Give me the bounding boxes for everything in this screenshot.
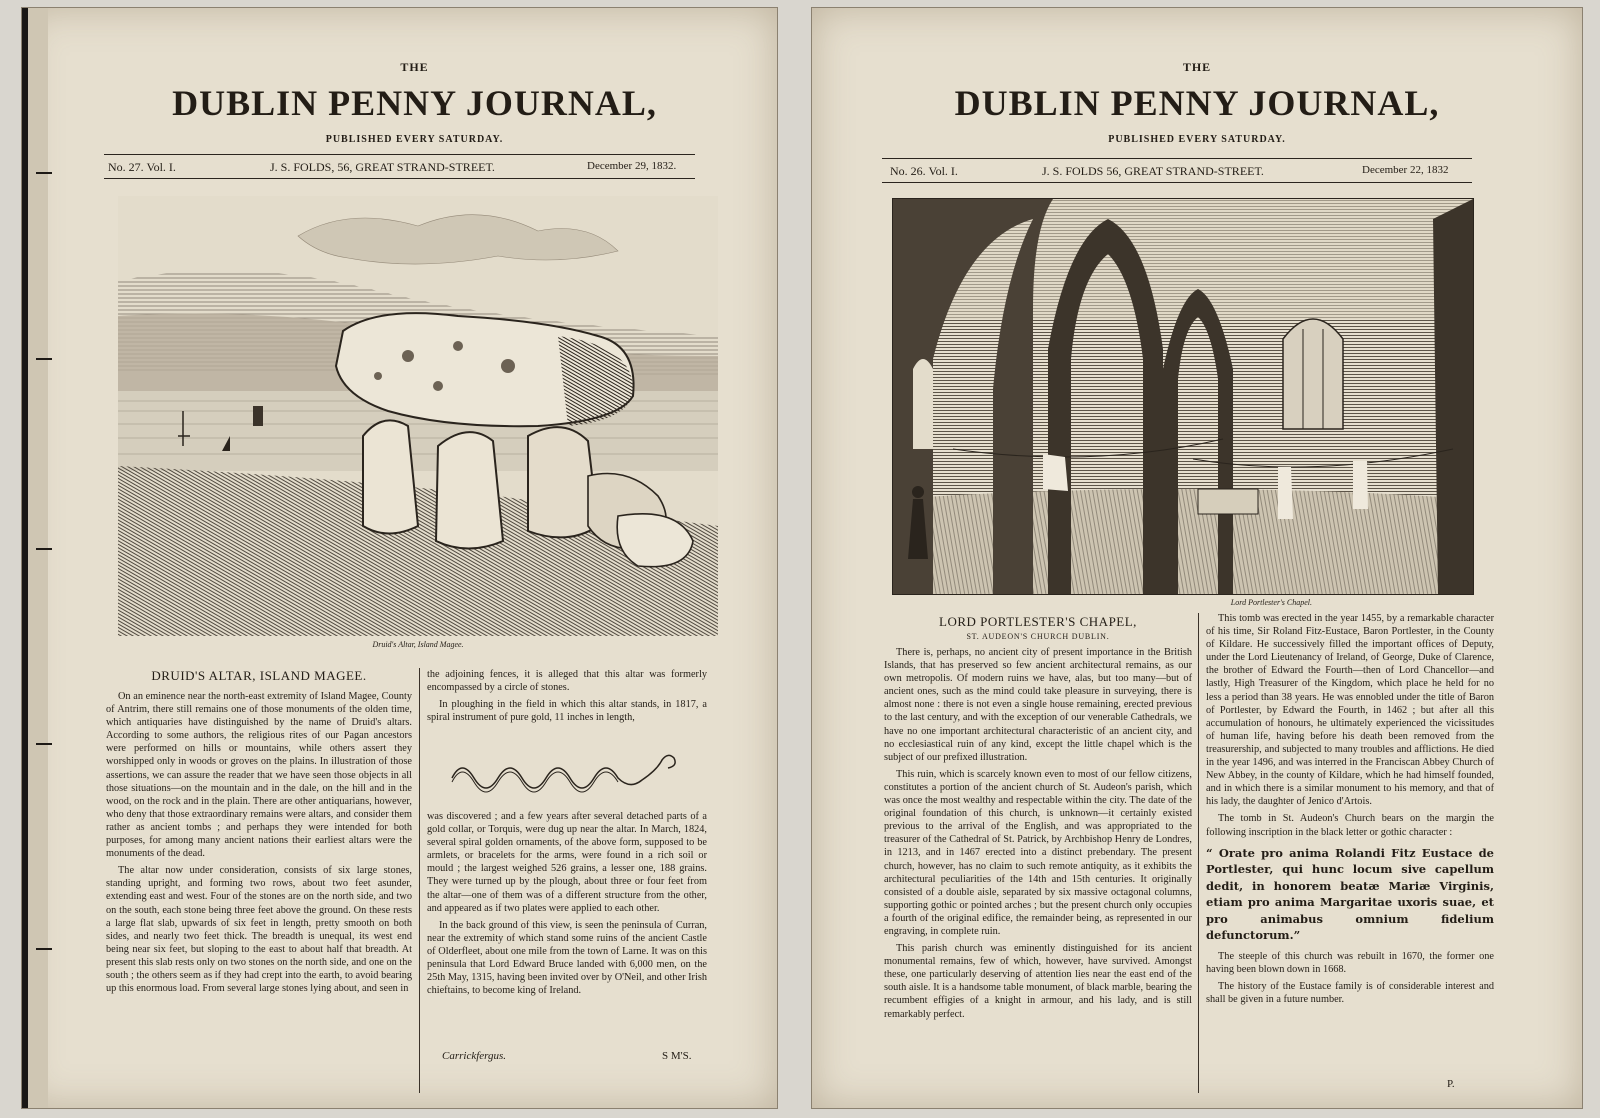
- issue-number: No. 26. Vol. I.: [890, 164, 958, 178]
- paragraph: The steeple of this church was rebuilt in 1670, the former one having been blown down in 1668.: [1206, 950, 1494, 975]
- masthead-subtitle: PUBLISHED EVERY SATURDAY.: [325, 134, 504, 145]
- article-column-2: [427, 668, 707, 728]
- paragraph: On an eminence near the north-east extremity of Island Magee, County of Antrim, there still remains one of those monuments of the olden time, which antiquaries have distinguished by the name of Druid's altars. According to some authors, the religious rites of our Pagan ancestors were performed on hills or mountains, while others assert they worshipped only in woods or groves on the plains. In illustration of those assertions, we can assure the reader that we have seen those objects in all those situations—on the mountain and in the dale, on the hill and in the wood, on the rock and in the plain. There are other antiquarians, however, who deny that those extraordinary remains were altars, and consider them rather as ancient tombs ; and perhaps they were intended for both purposes, for among many ancient nations their earliest altars were the monuments of the dead.: [106, 691, 412, 860]
- author-signature: S M'S.: [662, 1050, 692, 1062]
- article-column-1: [884, 646, 1192, 1025]
- masthead-subtitle: PUBLISHED EVERY SATURDAY.: [1108, 134, 1286, 145]
- gold-spiral-illustration: [442, 750, 692, 800]
- issue-date: December 22, 1832: [1362, 164, 1449, 176]
- paragraph: This tomb was erected in the year 1455, by a remarkable character of his time, Sir Roland Fitz-Eustace, Baron Portlester, in the County of Kildare. He successively filled the important offices of Deputy, under the Lord Lieutenancy of Ireland, of George, Duke of Clarence, the brother of Edward the Fourth—then of Lord Chancellor—and lastly, High Treasurer of the Kingdom, which place he held for no less a period than 38 years. He was ennobled under the title of Baron of Portlester, by Edward the Fourth, in 1462 ; but after all this accumulation of honours, he ultimately experienced the vicissitudes of human life, having before his death been removed from the treasurership, and subjected to many troubles and afflictions. He died in the year 1496, and was interred in the Franciscan Abbey Church of New Abbey, in the county of Kildare, which he had himself founded, and in which there is a similar monument to his memory, and that of his lady, the daughter of Jenico d'Artois.: [1206, 613, 1494, 808]
- author-signature: P.: [1447, 1078, 1455, 1090]
- article-heading: DRUID'S ALTAR, ISLAND MAGEE.: [151, 668, 367, 683]
- gothic-inscription: “ Orate pro anima Rolandi Fitz Eustace de Portlester, qui hunc locum sive capellum dedit, in honorem beatæ Mariæ Virginis, etiam pro anima Margaritae uxoris suae, et pro animabus omnium fidelium defunctorum.”: [1206, 845, 1494, 943]
- publisher-line: J. S. FOLDS 56, GREAT STRAND-STREET.: [1042, 164, 1264, 178]
- article-subheading: ST. AUDEON'S CHURCH DUBLIN.: [966, 632, 1110, 641]
- issue-number: No. 27. Vol. I.: [108, 160, 176, 174]
- masthead-title: DUBLIN PENNY JOURNAL,: [954, 83, 1440, 123]
- issue-date: December 29, 1832.: [587, 160, 677, 172]
- left-journal-page: [22, 8, 777, 1108]
- druids-altar-engraving: [118, 196, 718, 636]
- paragraph: This ruin, which is scarcely known even to most of our fellow citizens, constitutes a portion of the ancient church of St. Audeon's parish, which was once the most wealthy and respectable within the city. The date of the original foundation of this church, is unknown—it certainly existed previous to the arrival of the English, and was appropriated to the treasurer of the Cathedral of St. Patrick, by Archbishop Henry de Londres, in 1213, and in 1467 erected into a distinct prebendary. The present church, however, has no claim to such remote antiquity, as it exhibits the architectural peculiarities of the 14th and 15th centuries. It originally consisted of a double aisle, separated by six massive octagonal columns, supporting gothic or pointed arches ; but the present church only occupies a fourth of the original edifice, the remainder being, as represented in our engraving, in complete ruin.: [884, 768, 1192, 937]
- portlester-chapel-engraving: [892, 198, 1474, 595]
- right-journal-page: [812, 8, 1582, 1108]
- engraving-caption: Druid's Altar, Island Magee.: [372, 640, 464, 649]
- paragraph: There is, perhaps, no ancient city of present importance in the British Islands, that has preserved so few ancient architectural remains, as our own metropolis. Of modern ruins we have, alas, but too many—but of ancient ones, such as the mind could take pleasure in surveying, there is almost none : there is not even a single house remaining, erected previous to the last century, and with the exception of our venerable Cathedrals, we have no one important architectural characteristic of an ancient city, and no ecclesiastical ruin of any kind, except the little chapel which is the subject of our prefixed illustration.: [884, 647, 1192, 763]
- masthead-title: DUBLIN PENNY JOURNAL,: [172, 83, 657, 123]
- article-column-2: [1206, 612, 1494, 1010]
- paragraph: was discovered ; and a few years after several detached parts of a gold collar, or Torquis, were dug up near the altar. In March, 1824, several spiral golden ornaments, of the above form, supposed to be armlets, or bracelets for the arms, were found in a rich soil or mould ; the largest weighed 526 grains, a lesser one, 188 grains. They were turned up by the plough, about three or four feet from the altar—one of them was of a different structure from the other, and appeared as if two plates were applied to each other.: [427, 811, 707, 914]
- paragraph: This parish church was eminently distinguished for its ancient monumental remains, few of which, however, have survived. Amongst these, one particularly deserving of attention lies near the east end of the south aisle. It is a handsome table monument, of black marble, bearing the recumbent effigies of a knight in armour, and his lady, and is still remarkably perfect.: [884, 943, 1192, 1020]
- article-column-1: [106, 690, 412, 999]
- paragraph: In ploughing in the field in which this altar stands, in 1817, a spiral instrument of pure gold, 11 inches in length,: [427, 699, 707, 724]
- masthead-the: THE: [400, 60, 429, 74]
- paragraph: The altar now under consideration, consists of six large stones, standing upright, and forming two rows, about two feet asunder, extending east and west. Four of the stones are on the north side, and two on the south, each stone being three feet above the ground. On these rests a large flat slab, upwards of six feet in length, pretty smooth on both sides, and nearly two feet thick. The breadth is unequal, its west end being near six feet, but sloping to the east to about half that breadth. At present this slab rests only on two stones on the north side, and one on the south ; the others seem as if they had crept into the earth, to avoid bearing up this enormous load. From several large stones lying about, and seen in: [106, 865, 412, 995]
- paragraph: In the back ground of this view, is seen the peninsula of Curran, near the extremity of which stand some ruins of the ancient Castle of Olderfleet, about one mile from the town of Larne. It was on this peninsula that Lord Edward Bruce landed with 6,000 men, on the 25th May, 1315, having been invited over by O'Neil, and other Irish chieftains, to become king of Ireland.: [427, 919, 707, 997]
- engraving-caption: Lord Portlester's Chapel.: [1230, 598, 1312, 607]
- article-column-2-continued: [427, 810, 707, 1001]
- masthead-the: THE: [1182, 60, 1212, 74]
- paragraph: The tomb in St. Audeon's Church bears on the margin the following inscription in the black letter or gothic character :: [1206, 813, 1494, 838]
- place-signoff: Carrickfergus.: [442, 1050, 507, 1062]
- publisher-line: J. S. FOLDS, 56, GREAT STRAND-STREET.: [270, 160, 495, 174]
- paragraph: The history of the Eustace family is of considerable interest and shall be given in a future number.: [1206, 980, 1494, 1005]
- paragraph: the adjoining fences, it is alleged that this altar was formerly encompassed by a circle of stones.: [427, 669, 707, 694]
- article-heading: LORD PORTLESTER'S CHAPEL,: [939, 614, 1137, 629]
